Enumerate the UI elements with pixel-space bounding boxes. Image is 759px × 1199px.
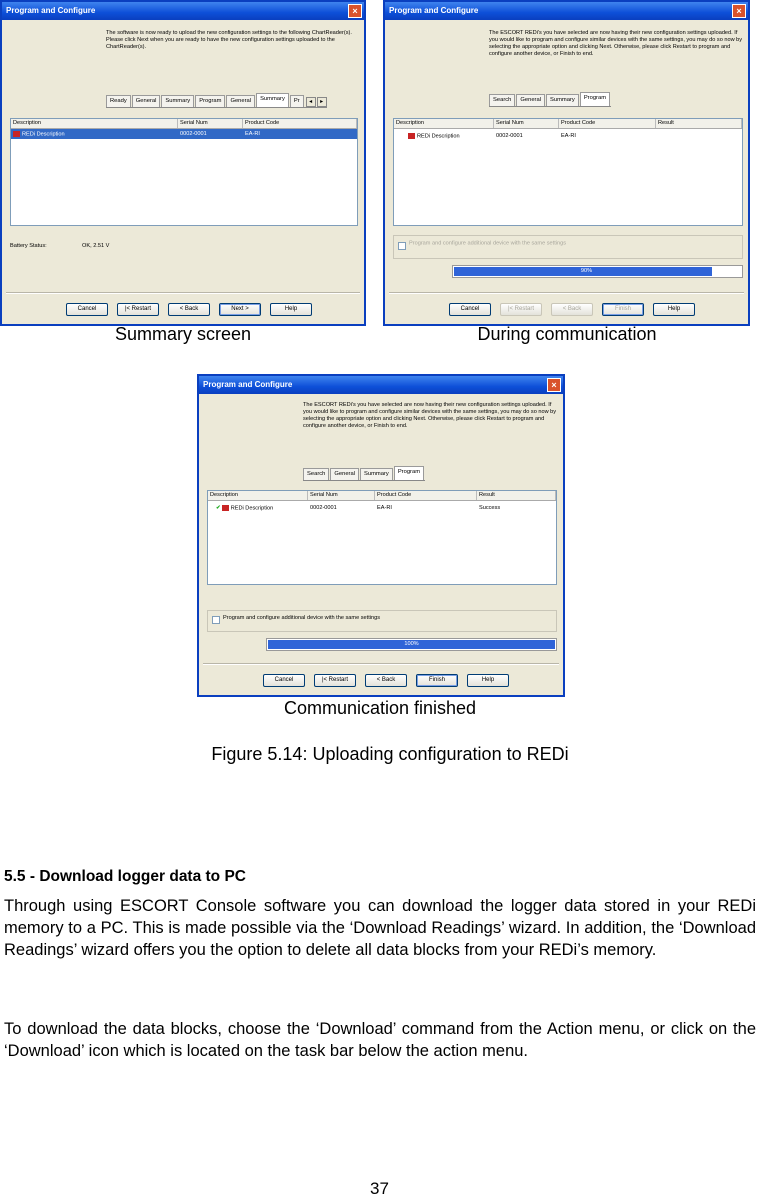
during-device-list[interactable] [393,118,743,226]
back-button[interactable]: < Back [168,303,210,316]
restart-button[interactable]: |< Restart [314,674,356,687]
finish-button[interactable]: Finish [416,674,458,687]
section-heading: 5.5 - Download logger data to PC [4,868,246,885]
row-description-cell [11,131,178,137]
caption-summary: Summary screen [114,324,252,344]
tab-general[interactable]: General [330,468,359,480]
col-serial-num[interactable]: Serial Num [494,119,559,128]
row-description-cell [394,133,494,139]
tab-summary[interactable]: Summary [546,94,579,106]
back-button[interactable]: < Back [365,674,407,687]
col-description[interactable]: Description [11,119,178,128]
checkmark-icon: ✔ [216,505,221,512]
tab-right-arrow-icon[interactable]: ▸ [317,97,327,107]
help-button[interactable]: Help [270,303,312,316]
finished-dialog-title: Program and Configure [199,376,563,394]
restart-button[interactable]: |< Restart [117,303,159,316]
col-serial-num[interactable]: Serial Num [178,119,243,128]
restart-button[interactable]: |< Restart [500,303,542,316]
page-number: 37 [370,1179,389,1198]
finished-device-list[interactable] [207,490,557,585]
list-header [11,119,357,129]
next-button[interactable]: Next > [219,303,261,316]
progress-bar [452,265,743,278]
same-settings-checkbox[interactable] [212,616,220,624]
col-product-code[interactable]: Product Code [243,119,357,128]
option-group [393,235,743,259]
during-message: The ESCORT REDi's you have selected are now having their new configuration settings uploaded. If you would like to program and configure similar devices with the same settings, you may do so now by selecting the appropriate option and clicking Next. Otherwise, please click Restart to program and configure another device, or Finish to end. [489,30,743,57]
help-button[interactable]: Help [467,674,509,687]
finished-dialog [197,374,565,697]
tab-summary-2[interactable]: Summary [256,93,289,107]
summary-dialog-title: Program and Configure [2,2,364,20]
finished-button-row [263,674,509,687]
option-group [207,610,557,632]
during-button-row [449,303,695,316]
cancel-button[interactable]: Cancel [449,303,491,316]
divider [389,292,744,294]
tab-search[interactable]: Search [303,468,329,480]
tab-program[interactable]: Program [195,95,225,107]
tab-search[interactable]: Search [489,94,515,106]
summary-dialog [0,0,366,326]
col-description[interactable]: Description [208,491,308,500]
row-product: EA-RI [245,131,260,137]
progress-label: 90% [580,268,593,274]
caption-finished: Communication finished [283,698,477,718]
col-result[interactable]: Result [656,119,742,128]
progress-label: 100% [404,641,419,647]
close-icon[interactable]: × [348,4,362,18]
row-description: REDi Description [22,131,65,138]
during-dialog-title: Program and Configure [385,2,748,20]
list-item[interactable] [394,131,742,141]
tab-general[interactable]: General [516,94,545,106]
help-button[interactable]: Help [653,303,695,316]
device-icon [222,505,229,511]
tab-ready[interactable]: Ready [106,95,131,107]
row-serial: 0002-0001 [180,131,207,137]
finish-button[interactable]: Finish [602,303,644,316]
divider [203,663,559,665]
close-icon[interactable]: × [547,378,561,392]
close-icon[interactable]: × [732,4,746,18]
tab-summary[interactable]: Summary [161,95,194,107]
col-serial-num[interactable]: Serial Num [308,491,375,500]
col-product-code[interactable]: Product Code [559,119,656,128]
summary-device-list[interactable] [10,118,358,226]
same-settings-label: Program and configure additional device with the same settings [409,240,567,247]
tab-left-arrow-icon[interactable]: ◂ [306,97,316,107]
list-item[interactable] [11,129,357,139]
tab-pr[interactable]: Pr [290,95,304,107]
caption-during: During communication [477,324,657,344]
same-settings-checkbox[interactable] [398,242,406,250]
cancel-button[interactable]: Cancel [263,674,305,687]
figure-caption: Figure 5.14: Uploading configuration to REDi [211,744,569,764]
same-settings-label: Program and configure additional device with the same settings [223,615,381,622]
finished-tabs [303,468,425,481]
tab-summary[interactable]: Summary [360,468,393,480]
battery-status-label: Battery Status: [10,243,47,249]
row-product: EA-RI [377,505,392,511]
device-icon [13,131,20,137]
row-product: EA-RI [561,133,576,139]
tab-program[interactable]: Program [580,92,610,106]
row-serial: 0002-0001 [310,505,337,511]
paragraph-2: To download the data blocks, choose the ‘Download’ command from the Action menu, or click on the ‘Download’ icon which is located on the task bar below the action menu. [4,1020,756,1060]
list-header [394,119,742,129]
back-button[interactable]: < Back [551,303,593,316]
row-serial: 0002-0001 [496,133,523,139]
divider [6,292,360,294]
row-description: REDi Description [417,133,460,140]
summary-tabs [106,95,327,108]
tab-program[interactable]: Program [394,466,424,480]
battery-status-value: OK, 2.51 V [82,243,110,249]
row-result: Success [479,505,501,511]
summary-message: The software is now ready to upload the new configuration settings to the following ChartReader(s). Please click Next when you are ready to have the new configuration settings uploaded to the ChartReader(s). [106,30,352,50]
col-description[interactable]: Description [394,119,494,128]
cancel-button[interactable]: Cancel [66,303,108,316]
list-item[interactable] [208,503,556,513]
tab-general-2[interactable]: General [226,95,255,107]
during-dialog [383,0,750,326]
paragraph-1: Through using ESCORT Console software you can download the logger data stored in your REDi memory to a PC. This is made possible via the ‘Download Readings’ wizard. In addition, the ‘Download Readings’ wizard offers you the option to delete all data blocks from your REDi’s memory. [4,897,756,959]
list-header [208,491,556,501]
summary-button-row [66,303,312,316]
row-description: REDi Description [230,505,274,512]
finished-message: The ESCORT REDi's you have selected are now having their new configuration settings uploaded. If you would like to program and configure similar devices with the same settings, you may do so now by selecting the appropriate option and clicking Next. Otherwise, please click Restart to program and configure another device, or Finish to end. [303,402,557,429]
col-result[interactable]: Result [477,491,556,500]
row-description-cell [208,505,308,511]
tab-general[interactable]: General [132,95,161,107]
col-product-code[interactable]: Product Code [375,491,477,500]
during-tabs [489,94,611,107]
device-icon [408,133,415,139]
progress-bar [266,638,557,651]
